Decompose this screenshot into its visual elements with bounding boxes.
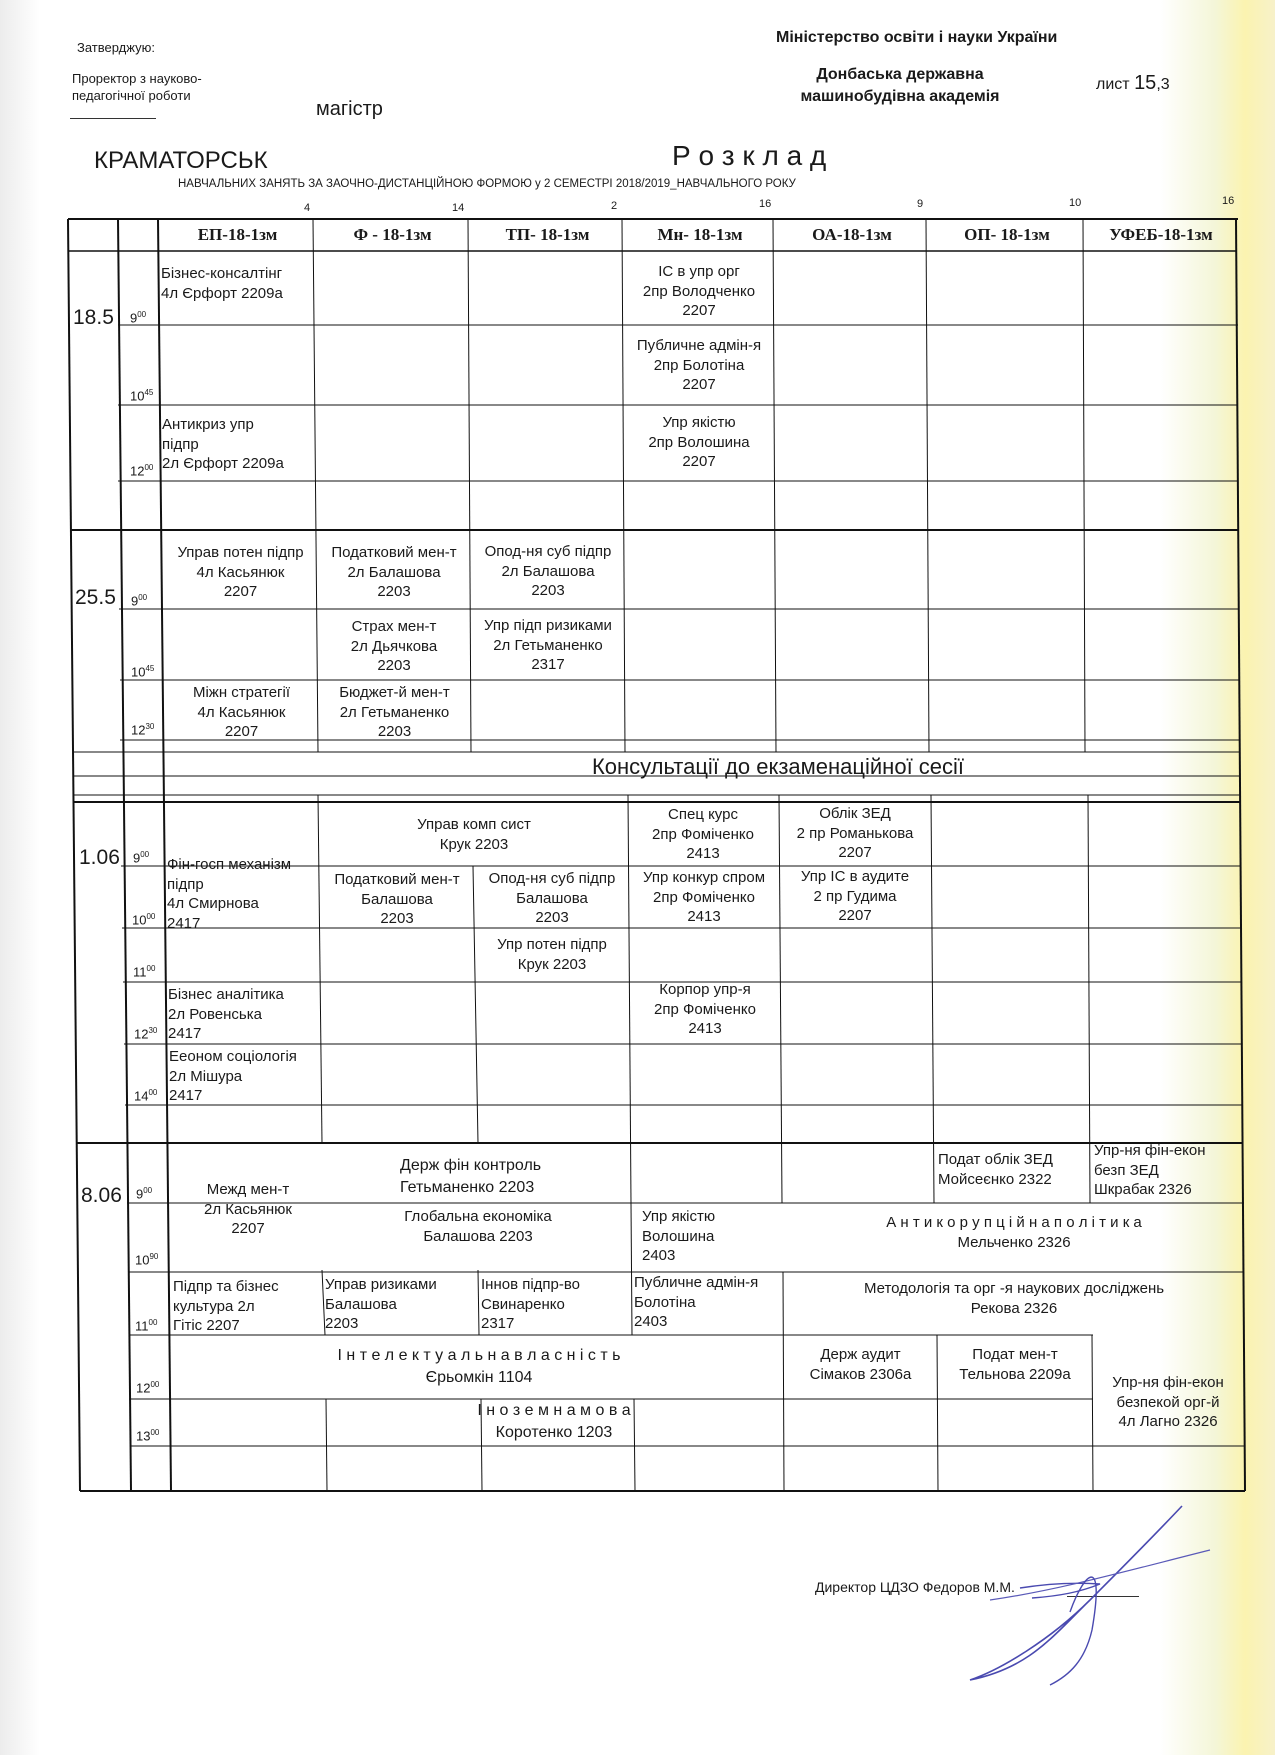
group-header-tp: ТП- 18-1зм <box>505 225 590 244</box>
schedule-cell: Межд мен-т 2л Касьянюк 2207 <box>204 1181 292 1237</box>
academy-name: Донбаська державна машинобудівна академія <box>800 66 1000 105</box>
time-label <box>135 1252 158 1268</box>
time-label <box>130 463 153 479</box>
schedule-cell: Управ комп сист Крук 2203 <box>417 816 531 853</box>
time-label <box>130 310 146 326</box>
schedule-cell: Подат мен-т Тельнова 2209а <box>959 1346 1071 1383</box>
time-hour: 9 <box>130 310 138 326</box>
schedule-cell: Корпор упр-я 2пр Фоміченко 2413 <box>654 981 756 1037</box>
handwritten-signature <box>950 1500 1250 1700</box>
group-header-ufeb: УФЕБ-18-1зм <box>1109 225 1213 244</box>
schedule-cell: Спец курс 2пр Фоміченко 2413 <box>652 806 754 862</box>
count-tp: 2 <box>611 200 618 212</box>
time-label <box>136 1186 152 1202</box>
time-hour: 10 <box>132 912 147 928</box>
time-label <box>135 1318 157 1334</box>
time-hour: 12 <box>130 463 145 479</box>
time-label <box>130 388 153 404</box>
degree-label: магістр <box>316 98 383 120</box>
schedule-cell: Фін-госп механізм підпр 4л Смирнова 2417 <box>167 856 292 932</box>
schedule-cell: Глобальна економіка Балашова 2203 <box>404 1208 552 1245</box>
schedule-cell: І н о з е м н а м о в а Коротенко 1203 <box>477 1402 631 1441</box>
time-minute: 00 <box>140 850 150 859</box>
approve-label: Затверджую: <box>77 40 155 55</box>
schedule-cell: Антикриз упр підпр 2л Єрфорт 2209а <box>162 416 284 472</box>
time-label <box>131 722 154 738</box>
time-minute: 00 <box>143 1186 153 1195</box>
schedule-cell: Еeоном соціологія 2л Мішура 2417 <box>169 1048 297 1104</box>
schedule-cell: Опод-ня суб підпр Балашова 2203 <box>488 870 616 926</box>
count-ep: 4 <box>304 202 311 214</box>
ministry-name: Міністерство освіти і науки України <box>776 29 1058 46</box>
time-label <box>132 912 155 928</box>
schedule-cell: Податковий мен-т Балашова 2203 <box>334 871 460 927</box>
schedule-cell: Упр конкур спром 2пр Фоміченко 2413 <box>642 869 766 925</box>
time-minute: 00 <box>144 463 154 472</box>
time-label <box>133 850 149 866</box>
time-minute: 00 <box>138 593 148 602</box>
count-op: 10 <box>1069 197 1082 209</box>
schedule-cell: Підпр та бізнес культура 2л Гітіс 2207 <box>173 1278 279 1334</box>
schedule-cell: Упр потен підпр Крук 2203 <box>497 936 607 973</box>
time-label <box>134 1088 157 1104</box>
time-label <box>131 664 154 680</box>
time-minute: 00 <box>150 1380 160 1389</box>
schedule-cell: Облік ЗЕД 2 пр Романькова 2207 <box>796 805 914 861</box>
time-label <box>134 1026 157 1042</box>
group-header-mn: Мн- 18-1зм <box>657 225 743 244</box>
time-hour: 9 <box>131 593 139 609</box>
group-header-oa: ОА-18-1зм <box>812 225 892 244</box>
time-hour: 12 <box>136 1380 151 1396</box>
schedule-subtitle: НАВЧАЛЬНИХ ЗАНЯТЬ ЗА ЗАОЧНО-ДИСТАНЦІЙНОЮ ФОРМОЮ у 2 СЕМЕСТРІ 2018/2019_НАВЧАЛЬНОГО РОКУ <box>178 178 796 190</box>
count-f: 14 <box>452 202 465 214</box>
schedule-cell: Подат облік ЗЕД Мойсеєнко 2322 <box>938 1151 1053 1188</box>
time-label <box>131 593 147 609</box>
schedule-cell: Держ аудит Сімаков 2306а <box>809 1346 912 1383</box>
time-minute: 30 <box>148 1026 158 1035</box>
time-minute: 30 <box>145 722 155 731</box>
time-hour: 11 <box>135 1318 149 1334</box>
schedule-cell: Бізнес аналітика 2л Ровенська 2417 <box>168 986 284 1042</box>
schedule-cell: Управ ризиками Балашова 2203 <box>325 1276 437 1332</box>
day-label: 8.06 <box>81 1184 122 1207</box>
director-signature-label: Директор ЦДЗО Федоров М.М. <box>815 1579 1015 1595</box>
time-minute: 00 <box>148 1318 158 1327</box>
time-hour: 10 <box>131 664 146 680</box>
count-ufeb: 16 <box>1222 195 1235 207</box>
day-label: 18.5 <box>73 306 114 329</box>
time-minute: 00 <box>146 964 156 973</box>
sheet-suffix: ,3 <box>1156 76 1170 93</box>
schedule-cell: ІС в упр орг 2пр Володченко 2207 <box>642 263 756 319</box>
time-minute: 45 <box>145 664 155 673</box>
city-name: КРАМАТОРСЬК <box>94 147 268 174</box>
schedule-cell: Іннов підпр-во Свинаренко 2317 <box>481 1276 581 1332</box>
group-header-f: Ф - 18-1зм <box>353 225 432 244</box>
schedule-cell: Бізнес-консалтінг 4л Єрфорт 2209а <box>161 265 283 302</box>
time-label <box>136 1380 159 1396</box>
schedule-cell: Упр підп ризиками 2л Гетьманенко 2317 <box>484 617 612 673</box>
schedule-cell: Упр якістю Волошина 2403 <box>642 1208 716 1264</box>
schedule-cell: Публичне адмін-я 2пр Болотіна 2207 <box>636 337 762 393</box>
schedule-cell: Упр-ня фін-екон безп ЗЕД Шкрабак 2326 <box>1094 1142 1206 1198</box>
count-mn: 16 <box>759 198 772 210</box>
day-label: 1.06 <box>79 846 120 869</box>
time-label <box>133 964 155 980</box>
time-label <box>136 1428 159 1444</box>
time-minute: 45 <box>144 388 154 397</box>
time-hour: 10 <box>135 1252 150 1268</box>
schedule-cell: Управ потен підпр 4л Касьянюк 2207 <box>177 544 304 600</box>
day-label: 25.5 <box>75 586 116 609</box>
schedule-cell: Упр-ня фін-екон безпекой орг-й 4л Лагно 2326 <box>1112 1374 1224 1430</box>
schedule-title: Р о з к л а д <box>672 140 827 171</box>
schedule-cell: Міжн стратегії 4л Касьянюк 2207 <box>192 684 291 740</box>
time-minute: 00 <box>146 912 156 921</box>
time-hour: 12 <box>134 1026 149 1042</box>
schedule-cell: Держ фін контроль Гетьманенко 2203 <box>400 1157 542 1196</box>
time-hour: 10 <box>130 388 145 404</box>
sheet-main-number: 15 <box>1134 72 1157 94</box>
schedule-cell: Упр якістю 2пр Волошина 2207 <box>648 414 750 470</box>
schedule-cell: Страх мен-т 2л Дьячкова 2203 <box>350 618 438 674</box>
time-minute: 00 <box>150 1428 160 1437</box>
sheet-prefix: лист <box>1096 76 1130 93</box>
schedule-cell: І н т е л е к т у а л ь н а в л а с н і с т ь Єрьомкін 1104 <box>337 1347 621 1386</box>
time-minute: 90 <box>149 1252 159 1261</box>
group-header-ep: ЕП-18-1зм <box>197 225 278 244</box>
schedule-cell: Методологія та орг -я наукових досліджень Рекова 2326 <box>863 1280 1165 1317</box>
time-hour: 9 <box>136 1186 144 1202</box>
schedule-cell: Бюджет-й мен-т 2л Гетьманенко 2203 <box>339 684 450 740</box>
schedule-cell: А н т и к о р у п ц і й н а п о л і т и к а Мельченко 2326 <box>886 1214 1142 1251</box>
time-hour: 9 <box>133 850 141 866</box>
time-hour: 14 <box>134 1088 149 1104</box>
schedule-cell: Податковий мен-т 2л Балашова 2203 <box>331 544 457 600</box>
count-oa: 9 <box>917 198 924 210</box>
time-minute: 00 <box>148 1088 158 1097</box>
time-minute: 00 <box>137 310 147 319</box>
approver-role: Проректор з науково- педагогічної роботи <box>72 71 202 103</box>
schedule-cell: Опод-ня суб підпр 2л Балашова 2203 <box>484 543 612 599</box>
time-hour: 12 <box>131 722 146 738</box>
time-hour: 13 <box>136 1428 151 1444</box>
schedule-cell: Публичне адмін-я Болотіна 2403 <box>634 1274 759 1330</box>
consultation-banner: Консультації до екзаменаційної сесії <box>591 754 965 779</box>
time-hour: 11 <box>133 964 147 980</box>
schedule-cell: Упр ІС в аудите 2 пр Гудима 2207 <box>800 868 910 924</box>
group-header-op: ОП- 18-1зм <box>964 225 1050 244</box>
